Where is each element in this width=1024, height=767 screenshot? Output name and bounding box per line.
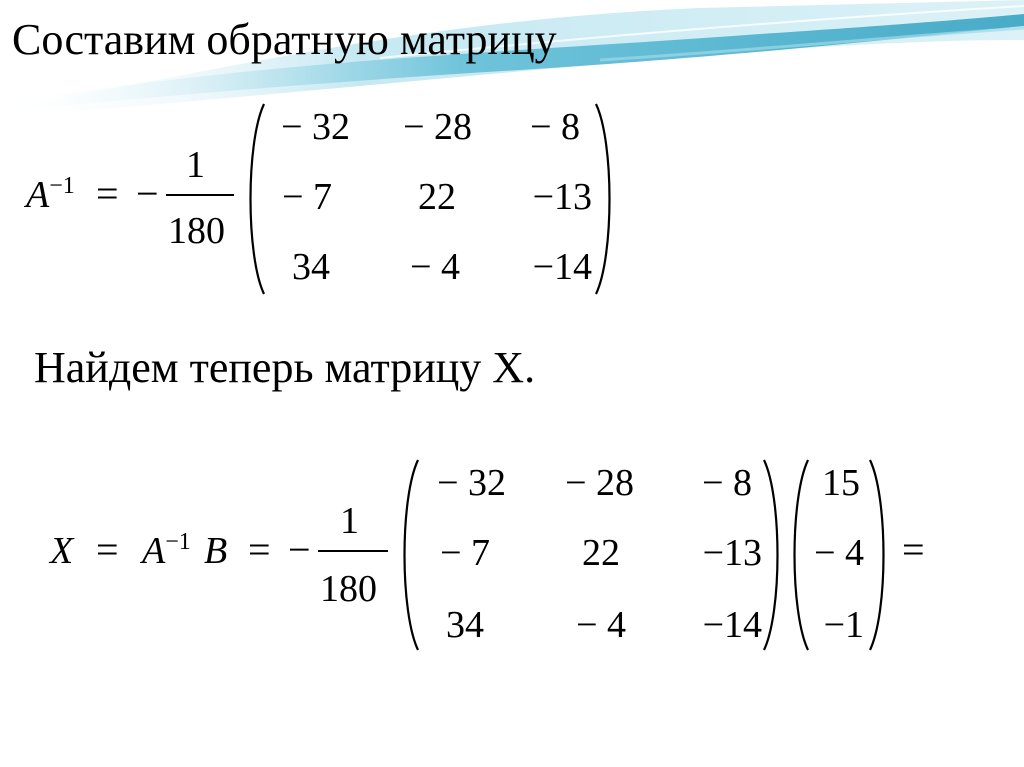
eq2-matrix-right-paren bbox=[762, 458, 786, 652]
eq2-cell-2-0: 34 bbox=[446, 604, 484, 646]
eq2-b: B bbox=[204, 530, 228, 572]
eq2-a-sup: −1 bbox=[165, 529, 191, 555]
eq2-vector-left-paren bbox=[786, 458, 810, 652]
eq2-cell-1-1: 22 bbox=[582, 532, 620, 574]
subtitle-find-x: Найдем теперь матрицу X. bbox=[34, 343, 536, 392]
eq1-cell-1-1: 22 bbox=[418, 176, 456, 218]
eq2-cell-2-1: − 4 bbox=[576, 604, 626, 646]
eq1-cell-1-0: − 7 bbox=[282, 176, 332, 218]
eq2-cell-1-2: −13 bbox=[702, 532, 762, 574]
eq2-minus: − bbox=[288, 527, 311, 572]
eq1-cell-0-2: − 8 bbox=[530, 106, 580, 148]
eq1-left-paren bbox=[242, 102, 266, 296]
eq1-frac-line bbox=[166, 194, 234, 196]
eq2-vector-1: − 4 bbox=[814, 532, 864, 574]
eq1-minus: − bbox=[136, 171, 159, 216]
eq1-cell-1-2: −13 bbox=[532, 176, 592, 218]
eq2-cell-1-0: − 7 bbox=[440, 532, 490, 574]
eq2-cell-0-0: − 32 bbox=[437, 462, 506, 504]
eq2-a-base: A bbox=[142, 530, 166, 572]
eq2-frac-line bbox=[318, 550, 388, 552]
eq2-equals-2: = bbox=[248, 527, 271, 572]
eq1-right-paren bbox=[594, 102, 618, 296]
eq1-frac-den: 180 bbox=[168, 210, 225, 252]
eq1-equals: = bbox=[96, 171, 119, 216]
eq1-cell-2-1: − 4 bbox=[410, 246, 460, 288]
eq2-x: X bbox=[50, 530, 74, 572]
eq2-equals-3: = bbox=[902, 527, 925, 572]
eq2-frac-num: 1 bbox=[340, 500, 359, 542]
eq2-cell-0-1: − 28 bbox=[565, 462, 634, 504]
eq2-equals-1: = bbox=[96, 527, 119, 572]
eq2-vector-2: −1 bbox=[823, 604, 864, 646]
eq1-frac-num: 1 bbox=[186, 144, 205, 186]
eq2-vector-0: 15 bbox=[822, 462, 860, 504]
eq2-cell-2-2: −14 bbox=[702, 604, 762, 646]
eq1-lhs-sup: −1 bbox=[49, 173, 75, 199]
eq1-cell-0-0: − 32 bbox=[281, 106, 350, 148]
eq1-lhs bbox=[26, 173, 75, 216]
slide-title: Составим обратную матрицу bbox=[12, 15, 557, 64]
eq2-matrix-left-paren bbox=[396, 458, 420, 652]
eq1-lhs-base: A bbox=[26, 174, 50, 216]
eq1-cell-2-2: −14 bbox=[532, 246, 592, 288]
eq2-a-inverse bbox=[142, 529, 191, 572]
eq1-cell-2-0: 34 bbox=[292, 246, 330, 288]
eq2-frac-den: 180 bbox=[320, 568, 377, 610]
eq2-cell-0-2: − 8 bbox=[702, 462, 752, 504]
eq2-vector-right-paren bbox=[868, 458, 892, 652]
eq1-cell-0-1: − 28 bbox=[403, 106, 472, 148]
